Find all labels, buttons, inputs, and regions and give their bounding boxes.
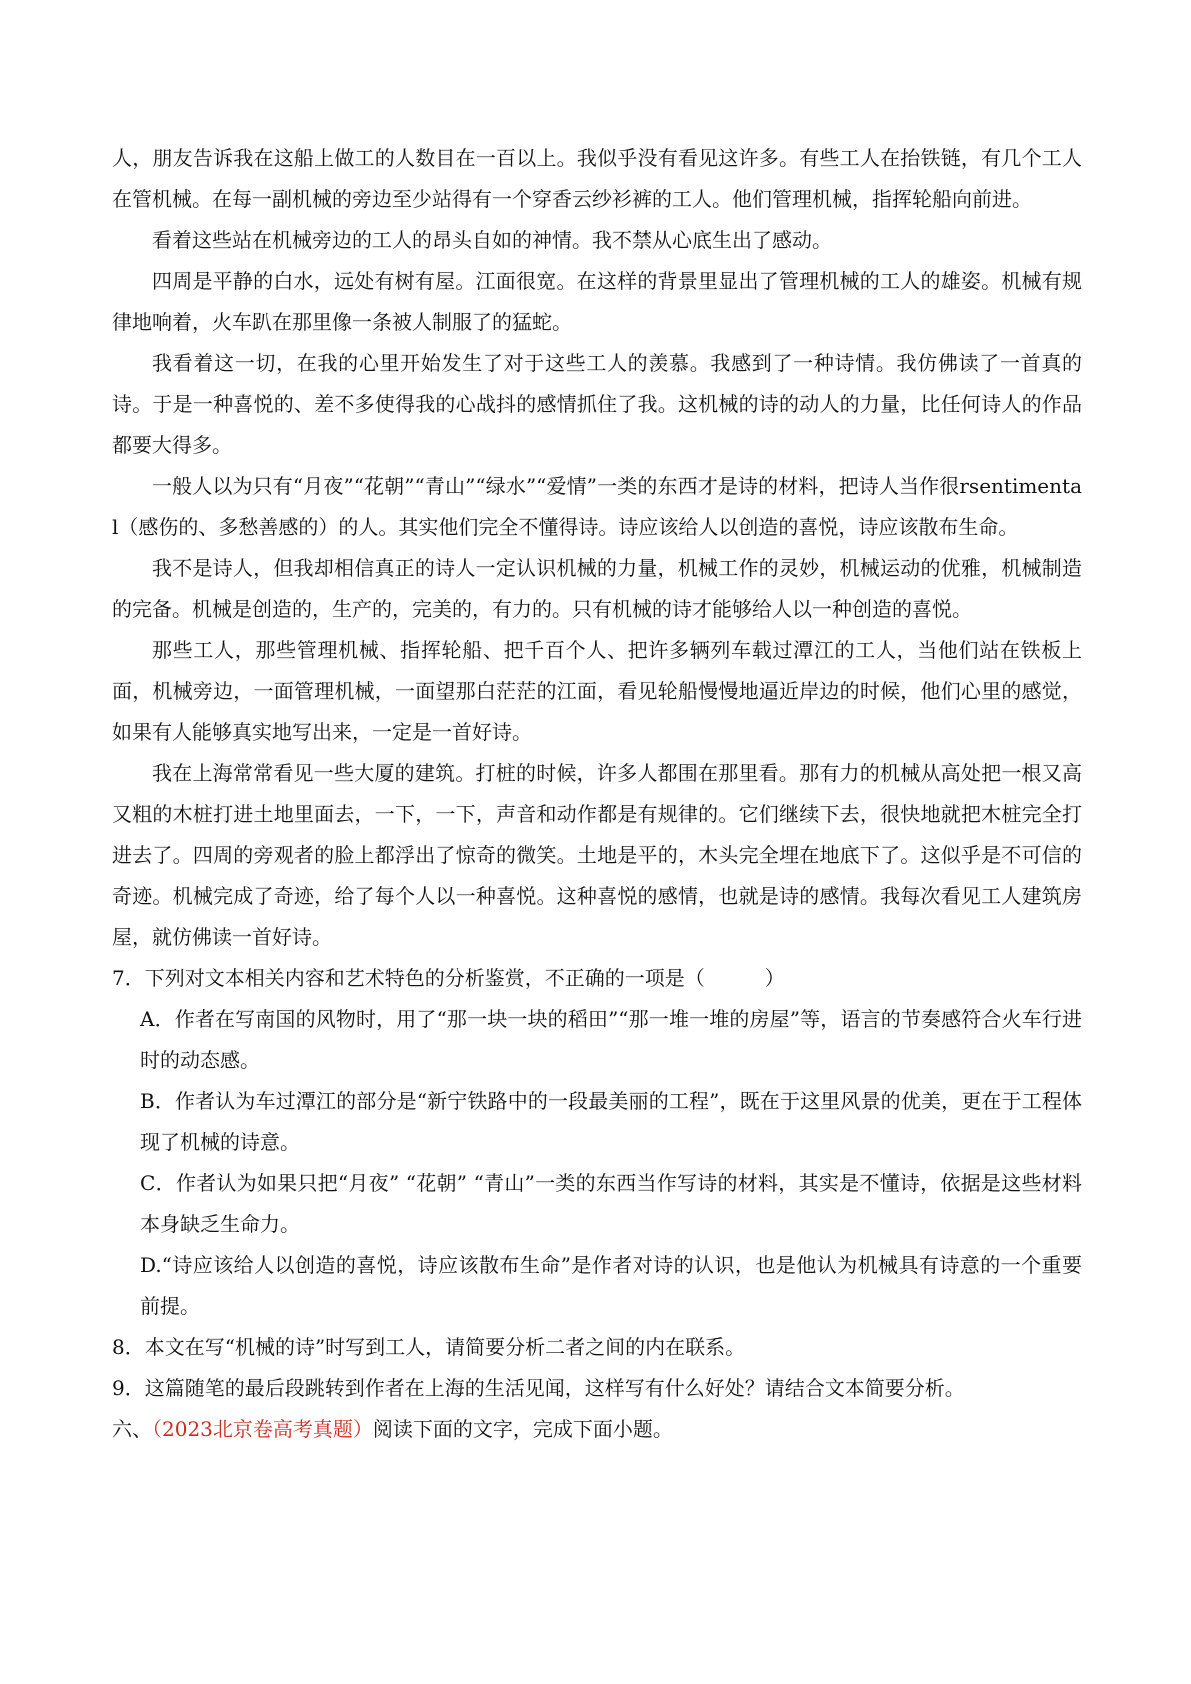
paragraph-continuation: 人，朋友告诉我在这船上做工的人数目在一百以上。我似乎没有看见这许多。有些工人在抬铁链，有几个工人在管机械。在每一副机械的旁边至少站得有一个穿香云纱衫裤的工人。他们管理机械，指挥轮船向前进。 bbox=[112, 146, 1082, 211]
question-7-stem: 7．下列对文本相关内容和艺术特色的分析鉴赏，不正确的一项是（ ） bbox=[112, 966, 785, 990]
question-8: 8．本文在写“机械的诗”时写到工人，请简要分析二者之间的内在联系。 bbox=[112, 1335, 746, 1359]
question-7-option-a: A．作者在写南国的风物时，用了“那一块一块的稻田”“那一堆一堆的房屋”等，语言的节奏感符合火车行进时的动态感。 bbox=[140, 1007, 1082, 1072]
section-6-source: （2023北京卷高考真题） bbox=[152, 1417, 373, 1441]
paragraph-those-workers: 那些工人，那些管理机械、指挥轮船、把千百个人、把许多辆列车载过潭江的工人，当他们站在铁板上面，机械旁边，一面管理机械，一面望那白茫茫的江面，看见轮船慢慢地逼近岸边的时候，他们心里的感觉，如果有人能够真实地写出来，一定是一首好诗。 bbox=[112, 638, 1082, 744]
question-7-option-b: B．作者认为车过潭江的部分是“新宁铁路中的一段最美丽的工程”，既在于这里风景的优美，更在于工程体现了机械的诗意。 bbox=[140, 1089, 1082, 1154]
question-7-option-c: C．作者认为如果只把“月夜” “花朝” “青山”一类的东西当作写诗的材料，其实是不懂诗，依据是这些材料本身缺乏生命力。 bbox=[140, 1171, 1082, 1236]
question-9: 9．这篇随笔的最后段跳转到作者在上海的生活见闻，这样写有什么好处？请结合文本简要分析。 bbox=[112, 1376, 965, 1400]
section-6-instruction: 阅读下面的文字，完成下面小题。 bbox=[372, 1417, 673, 1441]
paragraph-poetic-feeling: 我看着这一切，在我的心里开始发生了对于这些工人的羡慕。我感到了一种诗情。我仿佛读了一首真的诗。于是一种喜悦的、差不多使得我的心战抖的感情抓住了我。这机械的诗的动人的力量，比任何诗人的作品都要大得多。 bbox=[112, 351, 1082, 457]
section-6-number: 六、 bbox=[112, 1417, 152, 1441]
document-page bbox=[112, 138, 1082, 1450]
section-6-heading bbox=[112, 1409, 1082, 1450]
paragraph-river-scene: 四周是平静的白水，远处有树有屋。江面很宽。在这样的背景里显出了管理机械的工人的雄姿。机械有规律地响着，火车趴在那里像一条被人制服了的猛蛇。 bbox=[112, 269, 1082, 334]
paragraph-poetry-material: 一般人以为只有“月夜”“花朝”“青山”“绿水”“爱情”一类的东西才是诗的材料，把诗人当作很rsentimental（感伤的、多愁善感的）的人。其实他们完全不懂得诗。诗应该给人以创造的喜悦，诗应该散布生命。 bbox=[112, 474, 1082, 539]
question-7-option-d: D.“诗应该给人以创造的喜悦，诗应该散布生命”是作者对诗的认识，也是他认为机械具有诗意的一个重要前提。 bbox=[140, 1253, 1082, 1318]
paragraph-shanghai: 我在上海常常看见一些大厦的建筑。打桩的时候，许多人都围在那里看。那有力的机械从高处把一根又高又粗的木桩打进土地里面去，一下，一下，声音和动作都是有规律的。它们继续下去，很快地就把木桩完全打进去了。四周的旁观者的脸上都浮出了惊奇的微笑。土地是平的，木头完全埋在地底下了。这似乎是不可信的奇迹。机械完成了奇迹，给了每个人以一种喜悦。这种喜悦的感情，也就是诗的感情。我每次看见工人建筑房屋，就仿佛读一首好诗。 bbox=[112, 761, 1082, 949]
paragraph-machine-power: 我不是诗人，但我却相信真正的诗人一定认识机械的力量，机械工作的灵妙，机械运动的优雅，机械制造的完备。机械是创造的，生产的，完美的，有力的。只有机械的诗才能够给人以一种创造的喜悦。 bbox=[112, 556, 1082, 621]
paragraph-workers-expression: 看着这些站在机械旁边的工人的昂头自如的神情。我不禁从心底生出了感动。 bbox=[152, 228, 832, 252]
